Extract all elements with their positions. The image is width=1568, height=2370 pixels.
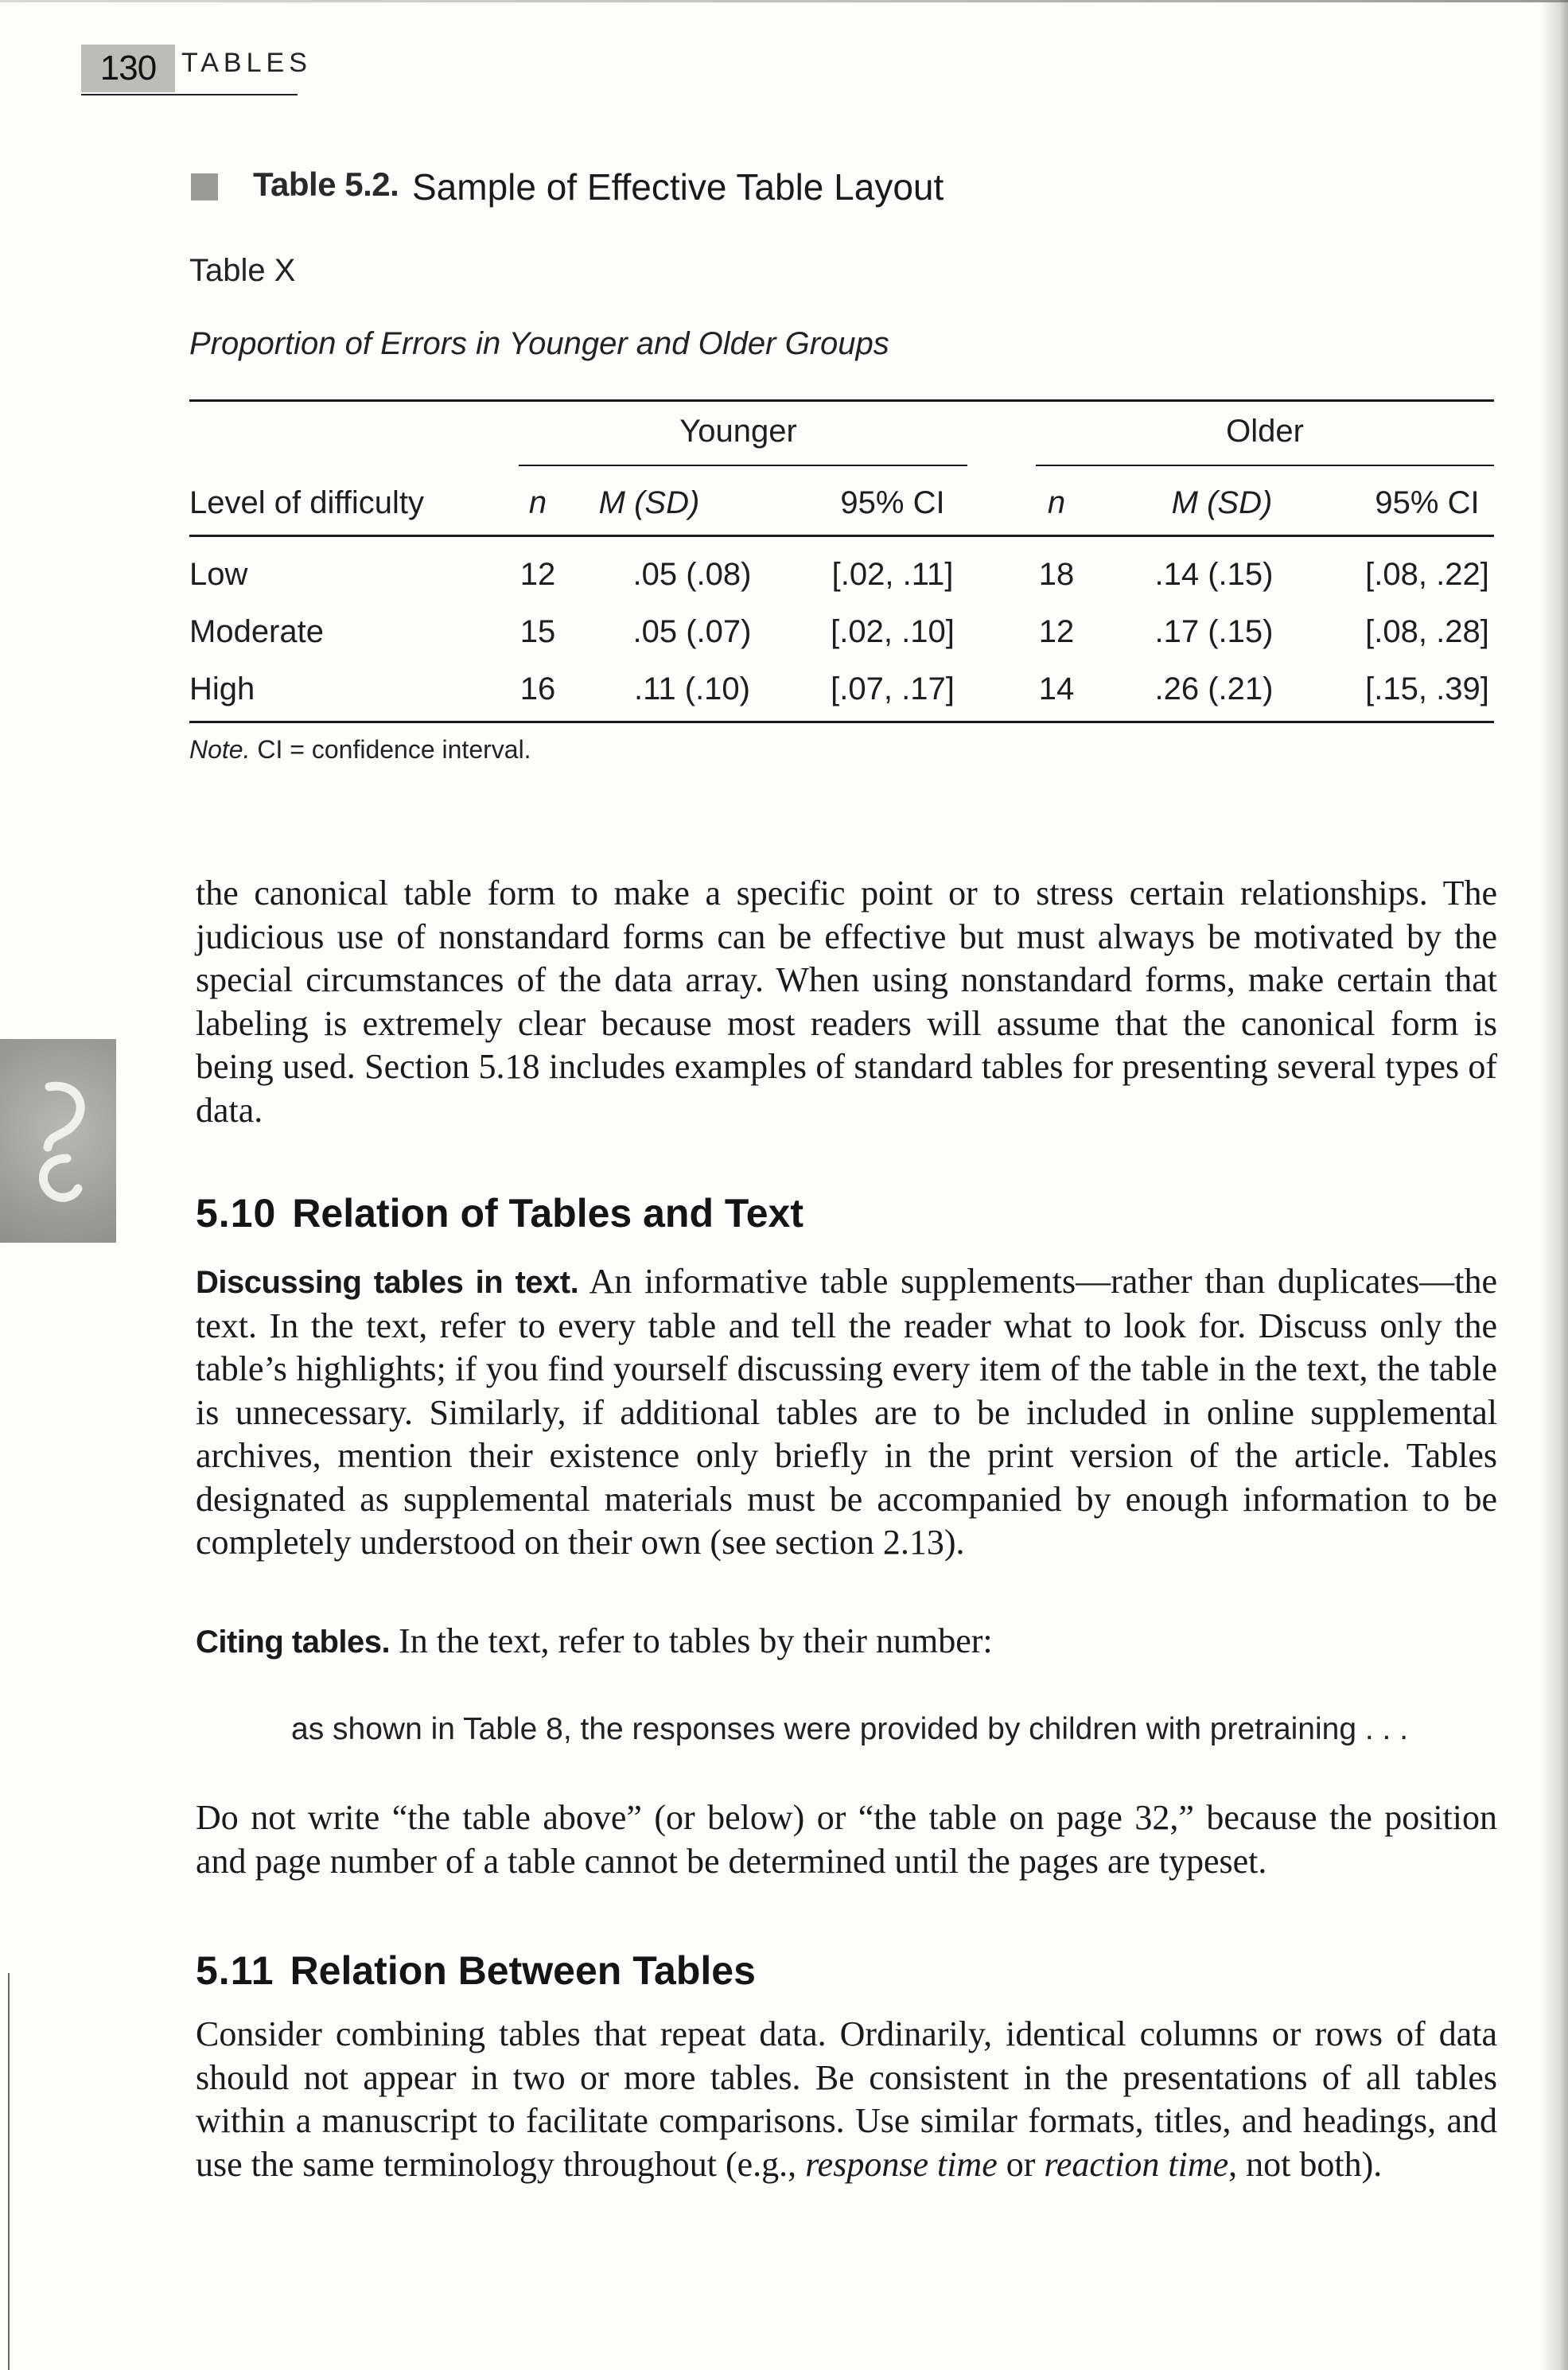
table-cell: 12	[519, 557, 556, 592]
row-label: Low	[189, 557, 248, 592]
paragraph-text: or	[997, 2144, 1045, 2184]
paragraph-relation-between-tables	[196, 2013, 1497, 2186]
page-number: 130	[81, 45, 175, 92]
exhibit-title: Sample of Effective Table Layout	[412, 166, 944, 208]
group-header-younger: Younger	[679, 414, 797, 449]
table-note-label: Note.	[189, 735, 251, 764]
group-header-older: Older	[1226, 414, 1304, 449]
table-cell: [.07, .17]	[831, 671, 955, 706]
table-cell: [.08, .28]	[1365, 614, 1489, 649]
table-cell: .26 (.21)	[1154, 671, 1274, 706]
col-header-older-msd: M (SD)	[1171, 485, 1273, 520]
runin-heading-citing: Citing tables.	[196, 1625, 391, 1660]
table-cell: 18	[1038, 557, 1075, 592]
section-number: 5.10	[196, 1191, 277, 1236]
younger-spanner-rule	[519, 465, 967, 466]
section-title: Relation Between Tables	[290, 1948, 756, 1993]
paragraph-text: An informative table supplements—rather than duplicates—the text. In the text, refer to every table and tell the reader what to look for. Discuss only the table’s highlights; if you find yourself discussing every item of the table in the text, the table is unnecessary. Similarly, if additional tables are to be included in online supplemental archives, mention their existence only briefly in the print version of the article. Tables designated as supplemental materials must be accompanied by enough information to be completely understood on their own (see section 2.13).	[196, 1262, 1497, 1562]
col-header-younger-ci: 95% CI	[840, 485, 945, 520]
table-note	[189, 735, 531, 765]
col-header-older-n: n	[1047, 485, 1066, 520]
runin-heading-discussing: Discussing tables in text.	[196, 1265, 579, 1300]
col-header-older-ci: 95% CI	[1375, 485, 1480, 520]
exhibit-label: Table 5.2.	[253, 165, 399, 203]
table-cell: [.15, .39]	[1365, 671, 1489, 706]
col-header-younger-n: n	[528, 485, 547, 520]
paragraph-text: Consider combining tables that repeat data. Ordinarily, identical columns or rows of data should not appear in two or more tables. Be consistent in the presentations of all tables within a manuscript to facilitate comparisons. Use similar formats, titles, and headings, and use the same terminology throughout (e.g.,	[196, 2014, 1497, 2184]
section-heading-5-10	[196, 1190, 803, 1236]
table-cell: [.02, .10]	[831, 614, 955, 649]
section-title: Relation of Tables and Text	[292, 1191, 804, 1236]
table-cell: .05 (.08)	[632, 557, 752, 592]
table-header-rule	[189, 535, 1494, 537]
table-cell: 12	[1038, 614, 1075, 649]
row-label: High	[189, 671, 255, 706]
section-number: 5.11	[196, 1948, 274, 1993]
table-cell: .05 (.07)	[632, 614, 752, 649]
table-note-text: CI = confidence interval.	[250, 735, 531, 764]
table-number: Table X	[189, 253, 296, 288]
older-spanner-rule	[1036, 465, 1494, 466]
table-cell: 16	[519, 671, 556, 706]
paragraph-text: , not both).	[1228, 2144, 1383, 2184]
table-cell: 15	[519, 614, 556, 649]
row-label: Moderate	[189, 614, 324, 649]
paragraph-citing-tables	[196, 1620, 1497, 1664]
continuing-paragraph: the canonical table form to make a specific point or to stress certain relationships. The judicious use of nonstandard forms can be effective but must always be motivated by the special circumstances of the data array. When using nonstandard forms, make certain that labeling is extremely clear because most readers will assume that the canonical form is being used. Section 5.18 includes examples of standard tables for presenting several types of data.	[196, 874, 1497, 1130]
table-title: Proportion of Errors in Younger and Older Groups	[189, 326, 889, 361]
example-quotation: as shown in Table 8, the responses were provided by children with pretraining . . .	[291, 1712, 1409, 1746]
table-bottom-rule	[189, 721, 1494, 723]
table-cell: [.02, .11]	[831, 557, 954, 592]
table-top-rule	[189, 399, 1494, 402]
table-cell: [.08, .22]	[1365, 557, 1489, 592]
paragraph-table-above: Do not write “the table above” (or below) or “the table on page 32,” because the position and page number of a table cannot be determined until the pages are typeset.	[196, 1798, 1497, 1881]
running-head-rule	[81, 94, 298, 95]
exhibit-marker-icon	[191, 173, 218, 200]
paragraph-discussing-tables	[196, 1260, 1497, 1565]
margin-ornament-icon	[0, 1039, 116, 1243]
page-top-edge	[0, 0, 1568, 2]
paragraph-text: In the text, refer to tables by their number:	[390, 1621, 993, 1660]
page-gutter-shadow	[1539, 0, 1568, 2370]
table-cell: .17 (.15)	[1154, 614, 1274, 649]
table-cell: .14 (.15)	[1154, 557, 1274, 592]
page-left-edge-line	[8, 1973, 10, 2370]
stub-header: Level of difficulty	[189, 485, 424, 520]
section-heading-5-11	[196, 1948, 756, 1994]
table-cell: 14	[1038, 671, 1075, 706]
italic-term: reaction time	[1044, 2144, 1229, 2184]
italic-term: response time	[805, 2144, 998, 2184]
table-cell: .11 (.10)	[634, 671, 750, 706]
running-head-title: TABLES	[181, 48, 312, 78]
col-header-younger-msd: M (SD)	[598, 485, 700, 520]
